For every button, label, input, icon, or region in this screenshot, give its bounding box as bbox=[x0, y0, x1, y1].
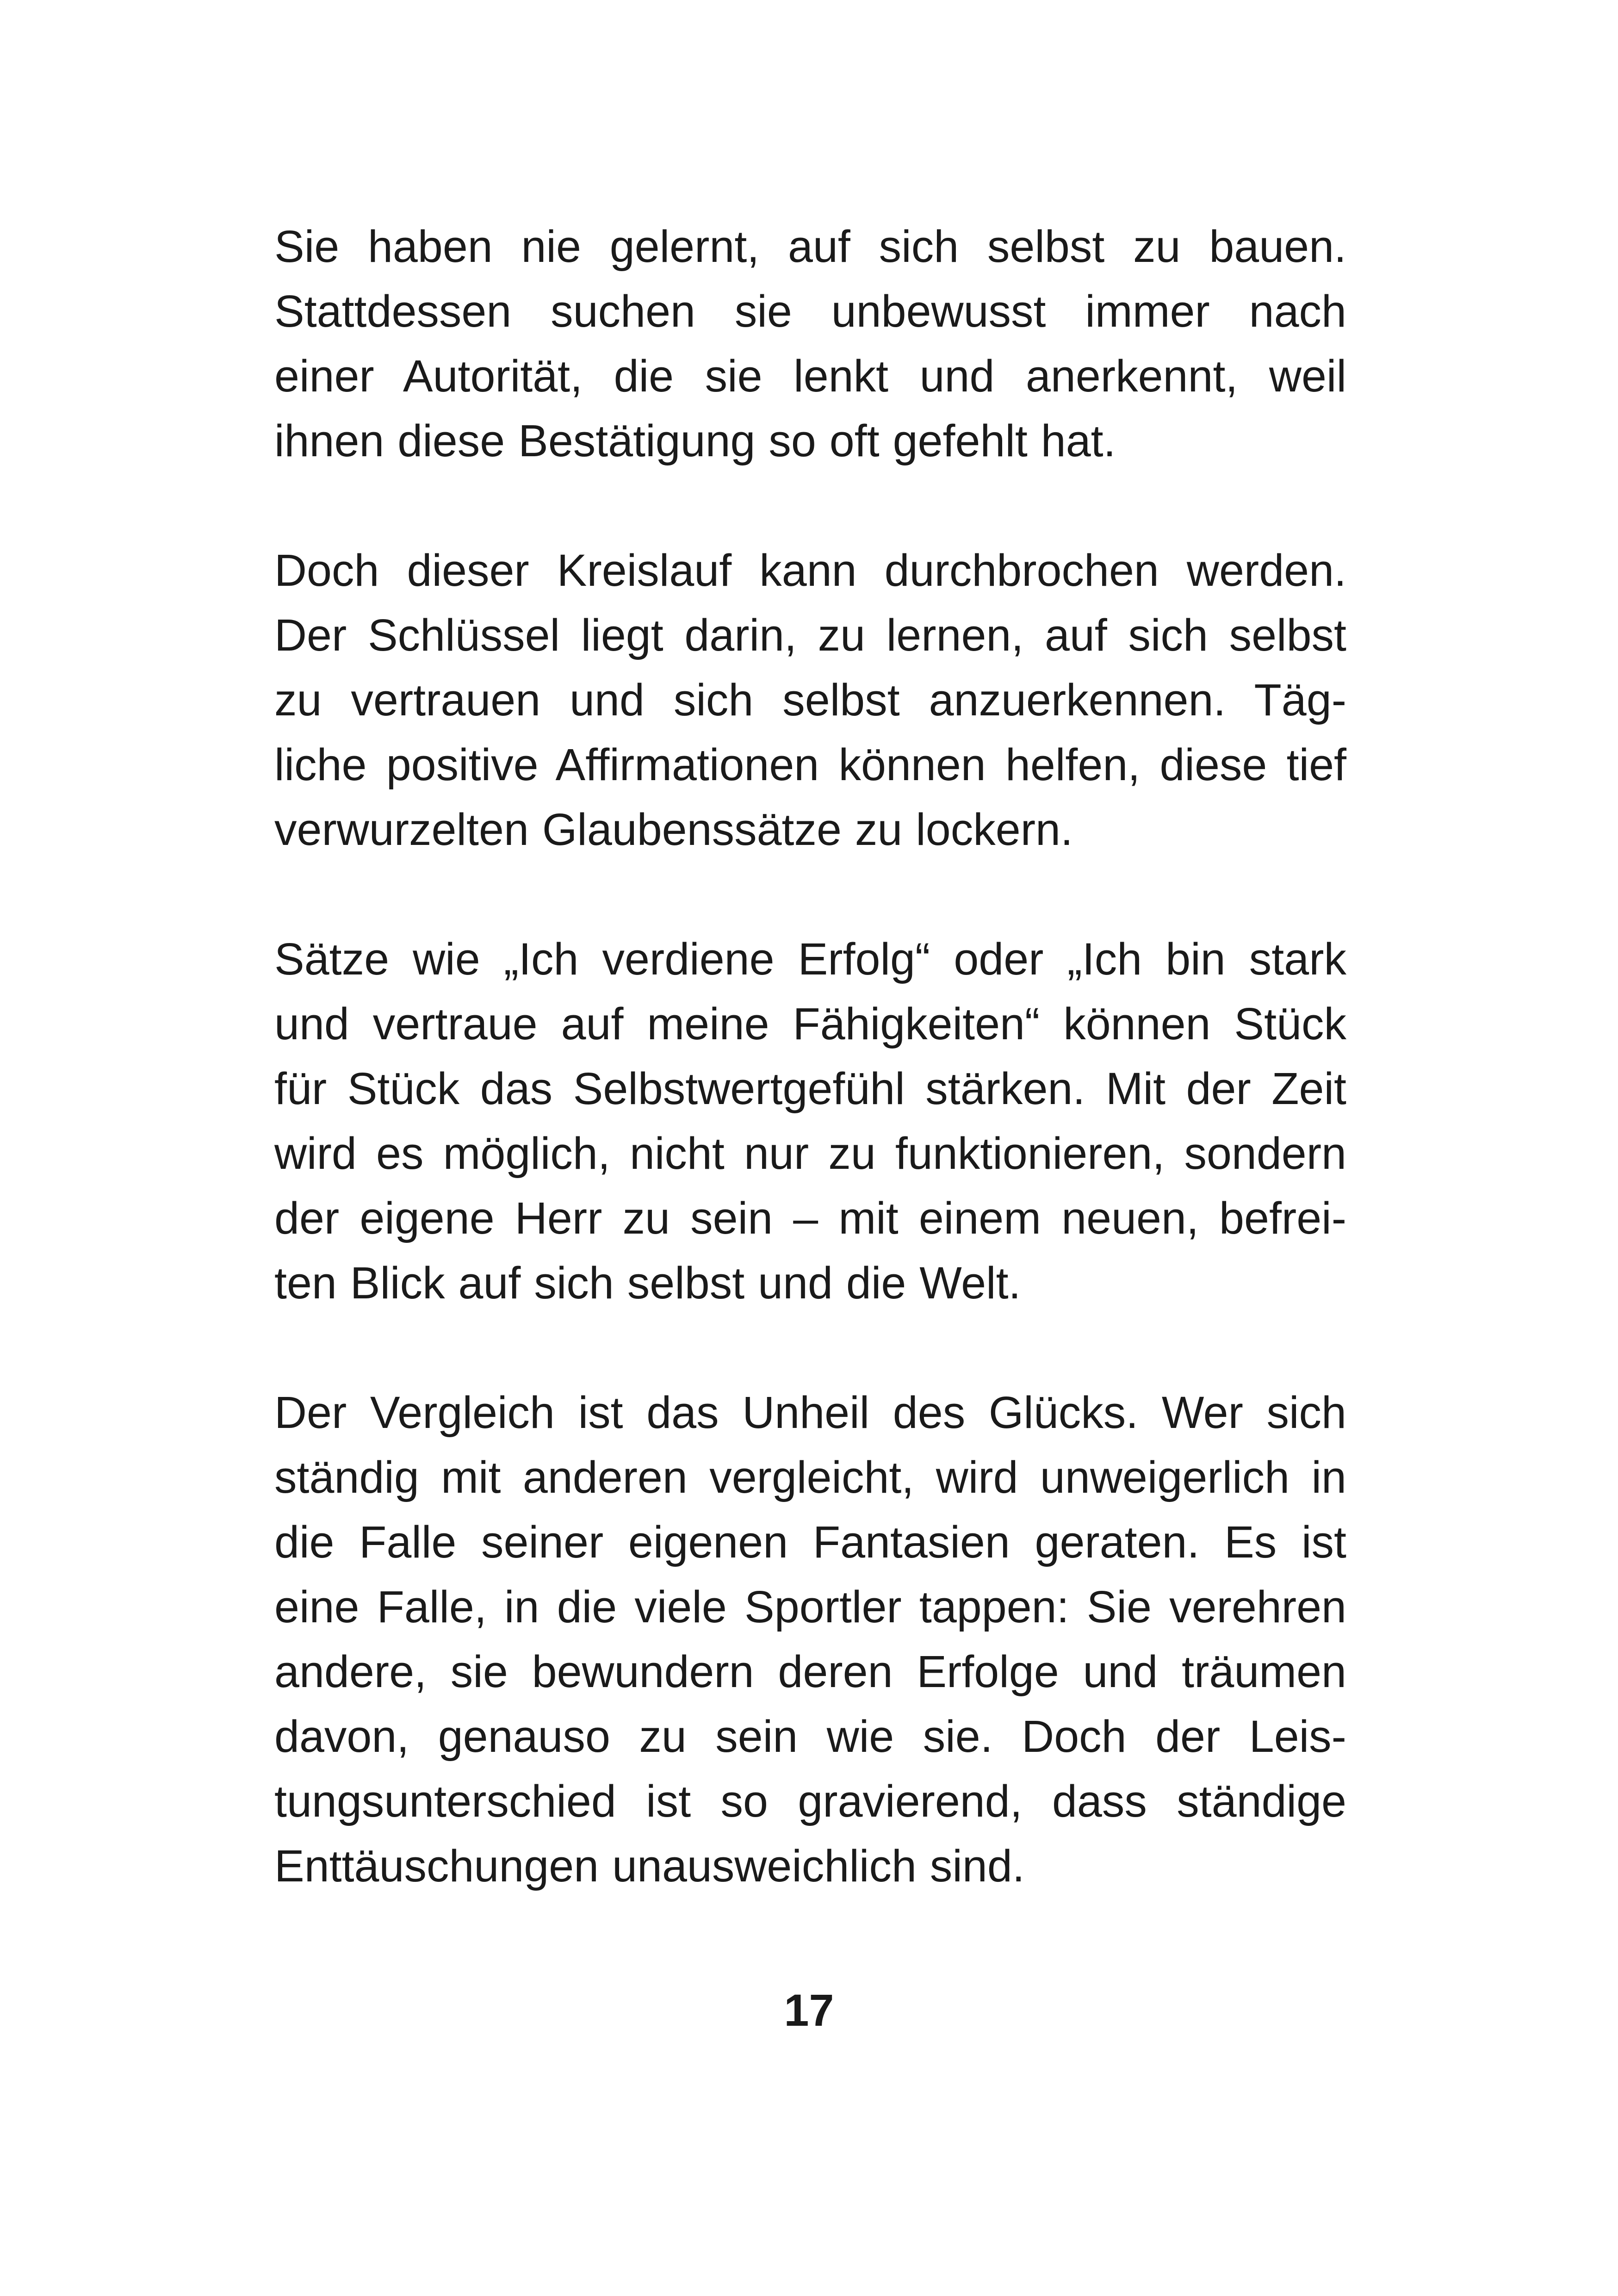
text-line: ihnen diese Bestätigung so oft gefehlt hat. bbox=[274, 416, 1116, 466]
text-line: ten Blick auf sich selbst und die Welt. bbox=[274, 1258, 1021, 1308]
text-line: Stattdessen suchen sie unbewusst immer nach bbox=[274, 286, 1346, 336]
paragraph-spacer bbox=[274, 473, 1346, 538]
paragraph-3 bbox=[274, 927, 1346, 1316]
text-line: die Falle seiner eigenen Fantasien geraten. Es ist bbox=[274, 1517, 1346, 1567]
text-line: und vertraue auf meine Fähigkeiten“ können Stück bbox=[274, 999, 1346, 1049]
text-line: Enttäuschungen unausweichlich sind. bbox=[274, 1841, 1025, 1891]
text-line: Sie haben nie gelernt, auf sich selbst zu bauen. bbox=[274, 221, 1346, 272]
body-text bbox=[274, 214, 1346, 1899]
page-number: 17 bbox=[784, 1985, 834, 2035]
text-line: wird es möglich, nicht nur zu funktionieren, sondern bbox=[274, 1128, 1346, 1179]
text-line: Doch dieser Kreislauf kann durchbrochen werden. bbox=[274, 545, 1346, 596]
text-line: verwurzelten Glaubenssätze zu lockern. bbox=[274, 804, 1073, 855]
paragraph-1 bbox=[274, 214, 1346, 473]
text-line: der eigene Herr zu sein – mit einem neuen, befrei- bbox=[274, 1193, 1346, 1243]
text-line: Der Schlüssel liegt darin, zu lernen, auf sich selbst bbox=[274, 610, 1346, 660]
paragraph-4 bbox=[274, 1380, 1346, 1899]
text-line: Der Vergleich ist das Unheil des Glücks. Wer sich bbox=[274, 1387, 1346, 1438]
text-line: tungsunterschied ist so gravierend, dass ständige bbox=[274, 1776, 1346, 1826]
text-line: andere, sie bewundern deren Erfolge und träumen bbox=[274, 1646, 1346, 1697]
paragraph-spacer bbox=[274, 862, 1346, 927]
text-line: eine Falle, in die viele Sportler tappen: Sie verehren bbox=[274, 1582, 1346, 1632]
paragraph-2 bbox=[274, 538, 1346, 862]
text-line: zu vertrauen und sich selbst anzuerkennen. Täg- bbox=[274, 675, 1346, 725]
text-line: ständig mit anderen vergleicht, wird unweigerlich in bbox=[274, 1452, 1346, 1502]
text-line: Sätze wie „Ich verdiene Erfolg“ oder „Ich bin stark bbox=[274, 934, 1346, 984]
paragraph-spacer bbox=[274, 1316, 1346, 1380]
text-line: für Stück das Selbstwertgefühl stärken. Mit der Zeit bbox=[274, 1063, 1346, 1114]
text-line: liche positive Affirmationen können helfen, diese tief bbox=[274, 739, 1346, 790]
text-line: einer Autorität, die sie lenkt und anerkennt, weil bbox=[274, 351, 1346, 401]
text-line: davon, genauso zu sein wie sie. Doch der Leis- bbox=[274, 1711, 1346, 1762]
